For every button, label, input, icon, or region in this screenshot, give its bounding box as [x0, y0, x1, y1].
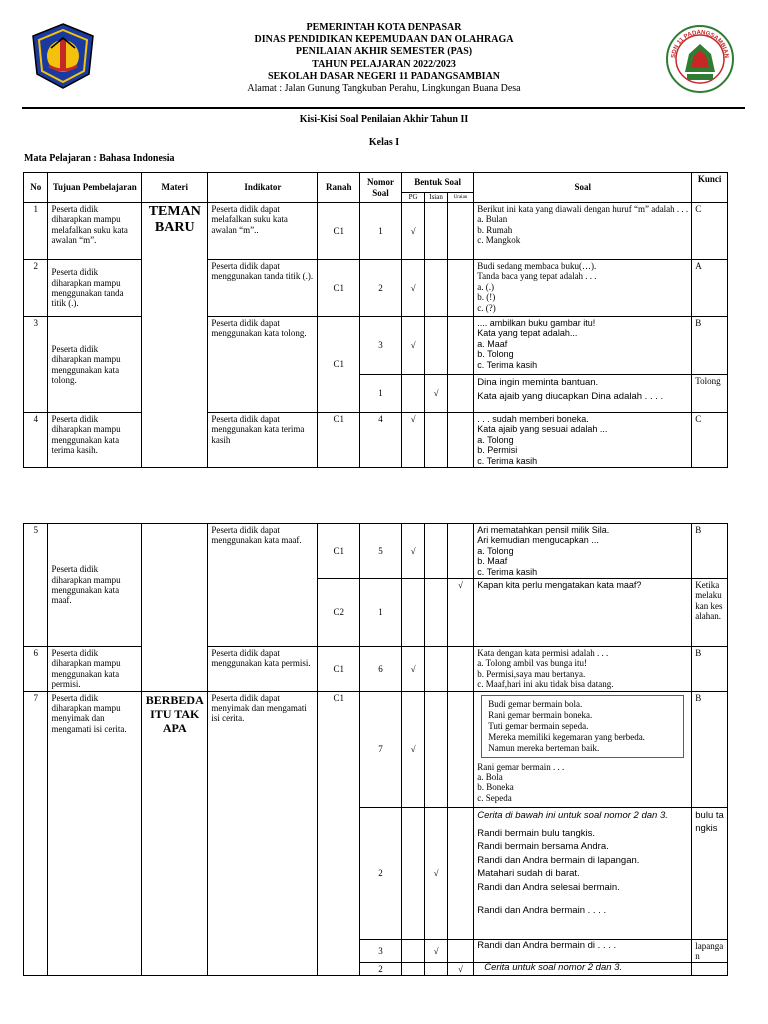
cell-pg — [401, 963, 424, 976]
class-label: Kelas I — [368, 137, 400, 148]
cell-isian — [425, 524, 447, 579]
cell-kunci: bulu tangkis — [692, 807, 728, 939]
table-row — [24, 691, 728, 807]
table-row — [24, 647, 728, 692]
cell-pg — [401, 375, 424, 413]
cell-no: 6 — [24, 647, 48, 692]
soal-option: b. (!) — [477, 292, 496, 303]
cell-no: 1 — [24, 203, 48, 260]
cell-uraian — [447, 203, 474, 260]
cell-soal — [474, 579, 692, 647]
col-header-soal: Soal — [474, 173, 692, 203]
cell-tujuan: Peserta didik diharapkan mampu menggunakan kata permisi. — [48, 647, 142, 692]
soal-line: Rani gemar bermain . . . — [477, 761, 565, 772]
cell-tujuan: Peserta didik diharapkan mampu melafalkan suku kata awalan “m”. — [48, 203, 142, 260]
soal-line: Kata ajaib yang diucapkan Dina adalah . . . . — [477, 391, 664, 402]
story-line: Budi gemar bermain bola. — [488, 698, 583, 709]
letterhead-address: Alamat : Jalan Gunung Tangkuban Perahu, Lingkungan Buana Desa — [247, 83, 521, 95]
soal-line: Ari kemudian mengucapkan ... — [477, 535, 599, 546]
cell-ranah: C1 — [318, 647, 360, 692]
cell-indikator: Peserta didik dapat menggunakan kata permisi. — [208, 647, 318, 692]
letterhead-line-3: PENILAIAN AKHIR SEMESTER (PAS) — [295, 46, 473, 58]
soal-line: Kata ajaib yang sesuai adalah ... — [477, 424, 608, 435]
cell-pg-check: √ — [401, 317, 424, 375]
story-box — [481, 695, 684, 758]
soal-line: .... ambilkan buku gambar itu! — [477, 318, 596, 328]
cell-no: 3 — [24, 317, 48, 413]
cell-soal — [474, 375, 692, 413]
cell-uraian — [447, 939, 473, 963]
soal-option: c. Maaf,hari ini aku tidak bisa datang. — [477, 679, 614, 690]
story-line: Namun mereka berteman baik. — [488, 742, 600, 753]
col-header-ranah: Ranah — [318, 173, 360, 203]
cell-uraian-check: √ — [447, 579, 473, 647]
cell-tujuan: Peserta didik diharapkan mampu menggunakan kata tolong. — [48, 317, 142, 413]
soal-line: Dina ingin meminta bantuan. — [477, 377, 599, 388]
cell-isian — [425, 963, 447, 976]
cell-ranah: C1 — [318, 203, 360, 260]
cell-kunci: B — [692, 524, 728, 579]
cell-soal: Cerita untuk soal nomor 2 dan 3. — [474, 963, 692, 976]
cell-ranah: C2 — [318, 579, 360, 647]
cell-pg — [401, 579, 424, 647]
table-row — [24, 317, 728, 375]
cell-indikator: Peserta didik dapat menggunakan kata terima kasih — [208, 413, 318, 468]
soal-line: Tanda baca yang tepat adalah . . . — [477, 271, 597, 282]
header-divider — [22, 107, 745, 109]
cell-soal — [474, 317, 692, 375]
cell-uraian — [447, 647, 473, 692]
table-row — [24, 524, 728, 579]
cell-no: 5 — [24, 524, 48, 647]
table-row — [24, 413, 728, 468]
cell-indikator: Peserta didik dapat menggunakan tanda titik (.). — [208, 260, 318, 317]
cell-kunci: Ketika melakukan kesalahan. — [692, 579, 728, 647]
soal-option: a. Maaf — [477, 338, 508, 349]
soal-option: b. Rumah — [477, 224, 513, 235]
cell-nomor: 2 — [360, 260, 402, 317]
cell-indikator: Peserta didik dapat menggunakan kata tolong. — [208, 317, 318, 413]
letterhead-line-5: SEKOLAH DASAR NEGERI 11 PADANGSAMBIAN — [267, 70, 501, 82]
soal-option: a. Tolong — [477, 545, 514, 556]
table-row — [24, 203, 728, 260]
cell-nomor: 3 — [360, 317, 402, 375]
cell-ranah: C1 — [318, 691, 360, 976]
cell-soal — [474, 807, 692, 939]
story-line: Tuti gemar bermain sepeda. — [488, 720, 589, 731]
cell-isian — [425, 579, 447, 647]
story-line: Mereka memiliki kegemaran yang berbeda. — [488, 731, 645, 742]
soal-line: Kata dengan kata permisi adalah . . . — [477, 648, 609, 659]
soal-option: c. Terima kasih — [477, 455, 538, 466]
cell-nomor: 3 — [360, 939, 402, 963]
cell-soal — [474, 647, 692, 692]
col-header-uraian: Uraian — [447, 193, 474, 203]
soal-option: c. Terima kasih — [477, 359, 538, 370]
cell-nomor: 1 — [360, 203, 402, 260]
cell-uraian — [447, 317, 474, 375]
col-header-no: No — [24, 173, 48, 203]
cell-isian-check: √ — [425, 807, 447, 939]
soal-option: b. Boneka — [477, 782, 514, 793]
cell-kunci: lapangan — [692, 939, 728, 963]
soal-line: Kapan kita perlu mengatakan kata maaf? — [477, 580, 642, 591]
soal-line: Kata yang tepat adalah... — [477, 328, 578, 339]
cell-nomor: 5 — [360, 524, 402, 579]
story-line: Rani gemar bermain boneka. — [488, 709, 593, 720]
cell-kunci: Tolong — [692, 375, 728, 413]
cell-nomor: 2 — [360, 807, 402, 939]
seal-ring-text: SDN 11 PADANGSAMBIAN — [670, 29, 730, 59]
cell-isian — [425, 647, 447, 692]
soal-option: a. Bulan — [477, 214, 508, 225]
cell-indikator: Peserta didik dapat menyimak dan mengamati isi cerita. — [208, 691, 318, 976]
cell-no: 2 — [24, 260, 48, 317]
col-header-kunci: Kunci — [692, 173, 728, 203]
cell-nomor: 4 — [360, 413, 402, 468]
soal-option: c. Sepeda — [477, 792, 512, 803]
cell-soal — [474, 524, 692, 579]
cell-isian-check: √ — [425, 939, 447, 963]
cell-pg-check: √ — [401, 260, 424, 317]
soal-option: a. Tolong — [477, 434, 514, 445]
grid-table-part-1 — [23, 172, 728, 468]
story-line: Randi bermain bulu tangkis. — [477, 828, 596, 840]
cell-kunci: C — [692, 413, 728, 468]
cell-materi-empty — [142, 524, 208, 692]
cell-no: 7 — [24, 691, 48, 976]
letterhead-line-2: DINAS PENDIDIKAN KEPEMUDAAN DAN OLAHRAGA — [254, 34, 514, 46]
cell-indikator: Peserta didik dapat melafalkan suku kata awalan “m”.. — [208, 203, 318, 260]
cell-uraian — [447, 260, 474, 317]
cell-soal — [474, 260, 692, 317]
cell-uraian — [447, 375, 474, 413]
col-header-tujuan: Tujuan Pembelajaran — [48, 173, 142, 203]
cell-kunci: B — [692, 317, 728, 375]
cell-isian — [425, 413, 447, 468]
cell-pg-check: √ — [401, 647, 424, 692]
cell-nomor: 1 — [360, 579, 402, 647]
cell-isian — [425, 260, 447, 317]
col-header-pg: PG — [401, 193, 424, 203]
cell-isian-check: √ — [425, 375, 447, 413]
cell-pg-check: √ — [401, 524, 424, 579]
letterhead-line-1: PEMERINTAH KOTA DENPASAR — [306, 22, 462, 33]
cell-pg-check: √ — [401, 691, 424, 807]
cell-materi: TEMAN BARU — [142, 203, 208, 468]
table-row — [24, 260, 728, 317]
col-header-materi: Materi — [142, 173, 208, 203]
cell-uraian — [447, 524, 473, 579]
cell-soal — [474, 691, 692, 807]
soal-option: a. Bola — [477, 772, 503, 783]
cell-uraian — [447, 413, 474, 468]
soal-line: . . . sudah memberi boneka. — [477, 414, 589, 424]
story-line: Randi dan Andra bermain di lapangan. — [477, 854, 640, 866]
cell-soal — [474, 413, 692, 468]
cell-pg-check: √ — [401, 203, 424, 260]
cell-isian — [425, 691, 447, 807]
soal-option: b. Maaf — [477, 556, 508, 567]
cell-isian — [425, 203, 447, 260]
cell-nomor: 7 — [360, 691, 402, 807]
soal-line: Berikut ini kata yang diawali dengan huruf “m” adalah . . . — [477, 204, 689, 214]
cell-nomor: 2 — [360, 963, 402, 976]
story-intro: Cerita di bawah ini untuk soal nomor 2 dan 3. — [477, 809, 668, 821]
letterhead-line-4: TAHUN PELAJARAN 2022/2023 — [312, 58, 456, 70]
cell-kunci: C — [692, 203, 728, 260]
col-header-nomor: Nomor Soal — [360, 173, 402, 203]
cell-ranah: C1 — [318, 260, 360, 317]
cell-kunci: A — [692, 260, 728, 317]
cell-kunci — [692, 963, 728, 976]
cell-tujuan: Peserta didik diharapkan mampu menggunakan kata maaf. — [48, 524, 142, 647]
cell-pg — [401, 807, 424, 939]
cell-kunci: B — [692, 691, 728, 807]
cell-pg-check: √ — [401, 413, 424, 468]
soal-line: Budi sedang membaca buku(…). — [477, 261, 597, 271]
document-title: Kisi-Kisi Soal Penilaian Akhir Tahun II — [299, 114, 469, 125]
cell-kunci: B — [692, 647, 728, 692]
cell-indikator: Peserta didik dapat menggunakan kata maaf. — [208, 524, 318, 647]
story-line: Randi bermain bersama Andra. — [477, 841, 609, 853]
soal-line: Ari mematahkan pensil milik Sila. — [477, 525, 610, 535]
letterhead — [0, 22, 768, 95]
soal-option: b. Tolong — [477, 349, 514, 360]
col-header-bentuk: Bentuk Soal — [401, 173, 473, 193]
cell-isian — [425, 317, 447, 375]
story-line: Randi dan Andra selesai bermain. — [477, 881, 620, 893]
cell-nomor: 6 — [360, 647, 402, 692]
cell-nomor: 1 — [360, 375, 402, 413]
soal-option: b. Permisi,saya mau bertanya. — [477, 668, 586, 679]
soal-option: b. Permisi — [477, 445, 518, 456]
cell-ranah: C1 — [318, 413, 360, 468]
cell-uraian — [447, 807, 473, 939]
cell-no: 4 — [24, 413, 48, 468]
soal-option: c. (?) — [477, 302, 496, 313]
cell-soal: Randi dan Andra bermain di . . . . — [474, 939, 692, 963]
cell-uraian — [447, 691, 473, 807]
cell-tujuan: Peserta didik diharapkan mampu menggunakan tanda titik (.). — [48, 260, 142, 317]
soal-option: c. Terima kasih — [477, 566, 538, 577]
soal-line: Randi dan Andra bermain . . . . — [477, 905, 607, 917]
soal-option: a. (.) — [477, 281, 494, 292]
col-header-indikator: Indikator — [208, 173, 318, 203]
cell-soal — [474, 203, 692, 260]
soal-option: c. Mangkok — [477, 235, 521, 246]
cell-materi: BERBEDA ITU TAK APA — [142, 691, 208, 976]
cell-tujuan: Peserta didik diharapkan mampu menyimak dan mengamati isi cerita. — [48, 691, 142, 976]
soal-option: a. Tolong ambil vas bunga itu! — [477, 658, 587, 669]
cell-tujuan: Peserta didik diharapkan mampu menggunakan kata terima kasih. — [48, 413, 142, 468]
col-header-isian: Isian — [425, 193, 447, 203]
story-line: Matahari sudah di barat. — [477, 868, 580, 880]
cell-ranah: C1 — [318, 524, 360, 579]
cell-ranah: C1 — [318, 317, 360, 413]
subject-label: Mata Pelajaran : Bahasa Indonesia — [24, 153, 175, 164]
grid-table-part-2 — [23, 523, 728, 976]
cell-uraian-check: √ — [447, 963, 473, 976]
cell-pg — [401, 939, 424, 963]
